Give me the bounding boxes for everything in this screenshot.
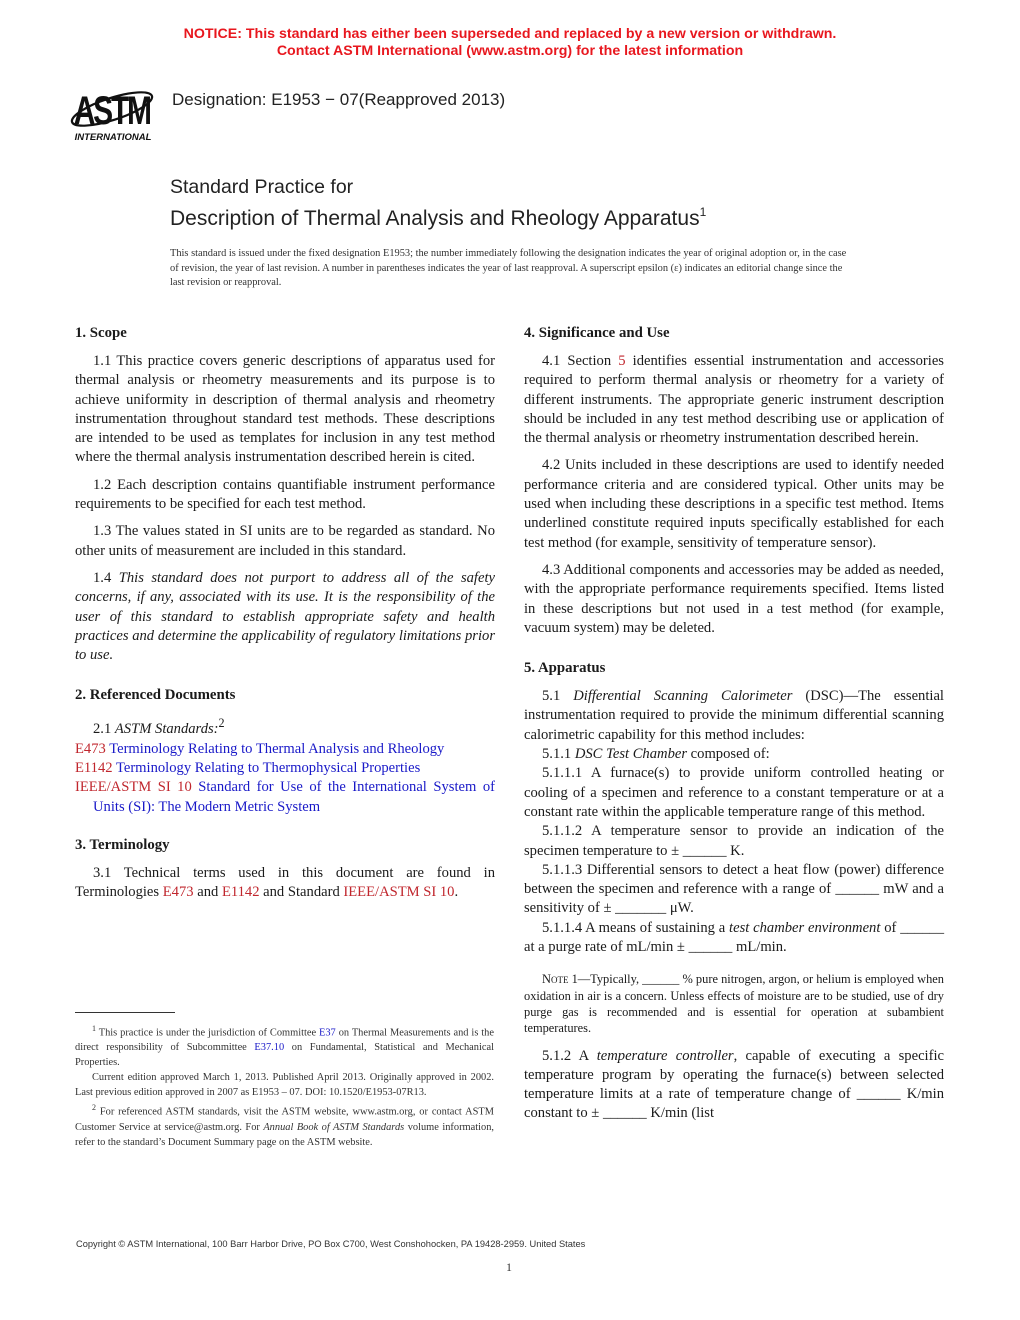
copyright: Copyright © ASTM International, 100 Barr Harbor Drive, PO Box C700, West Conshohocken, PA 19428-2959. United States — [76, 1239, 586, 1249]
paragraph-1-3: 1.3 The values stated in SI units are to be regarded as standard. No other units of measurement are included in this standard. — [75, 523, 495, 559]
page-number: 1 — [506, 1260, 512, 1274]
link-e1142[interactable]: E1142 — [221, 884, 260, 901]
notice-line-2: Contact ASTM International (www.astm.org) for the latest information — [276, 43, 744, 59]
svg-text:ASTM: ASTM — [73, 88, 150, 134]
section-heading-referenced-documents: 2. Referenced Documents — [75, 687, 236, 704]
astm-logo-icon — [66, 76, 160, 144]
link-ieee-astm-si-10[interactable]: IEEE/ASTM SI 10 — [343, 884, 455, 901]
title-footnote-mark[interactable]: 1 — [699, 205, 707, 219]
paragraph-4-1: 4.1 Section 5 identifies essential instrumentation and accessories required to perform thermal analysis or rheometry for a variety of different instruments. The appropriate generic instrument description should be included in any test method describing use or application of the thermal analysis or rheometry instrumentation described herein. — [524, 353, 944, 447]
footnote-2: $^2$ For referenced ASTM standards, visit the ASTM website, www.astm.org, or contact ASTM Customer Service at service@astm.org. For Annual Book of ASTM Standards volume information, refer to the standard’s Document Summary page on the ASTM website. — [75, 1103, 494, 1148]
link-section-5[interactable]: 5 — [618, 353, 626, 369]
section-heading-apparatus: 5. Apparatus — [524, 660, 606, 677]
notice-line-1: NOTICE: This standard has either been superseded and replaced by a new version or withdrawn. — [183, 26, 837, 42]
preamble: This standard is issued under the fixed designation E1953; the number immediately following the designation indicates the year of original adoption or, in the case of revision, the year of last revision. A number in parentheses indicates the year of last reapproval. A superscript epsilon (ε) indicates an editorial change since the last revision or reapproval. — [170, 248, 847, 288]
reference-e1142[interactable]: E1142 Terminology Relating to Thermophysical Properties — [75, 759, 421, 776]
paragraph-4-2: 4.2 Units included in these descriptions are used to identify needed performance criteria and are considered typical. Other units may be used when including these descriptions in a specific test method. Items underlined constitute required inputs specifically established for each test method (for example, sensitivity of temperature sensor). — [524, 457, 944, 551]
title-line-1: Standard Practice for — [170, 176, 354, 198]
note-1: Note 1—Typically, ______ % pure nitrogen, argon, or helium is employed when oxidation in air is a concern. Unless effects of moisture are to be studied, use of dry purge gas is recommended and is essential for operation at subambient temperatures. — [524, 972, 944, 1036]
section-heading-significance: 4. Significance and Use — [524, 325, 670, 341]
footnotes — [75, 1021, 494, 1150]
document-title — [170, 175, 706, 232]
section-heading-terminology: 3. Terminology — [75, 836, 170, 853]
paragraph-2-1: 2.1 ASTM Standards:$^2$ — [93, 716, 225, 738]
paragraph-1-2: 1.2 Each description contains quantifiable instrument performance requirements to be specified for each test method. — [75, 476, 495, 513]
paragraph-5-1-1-3: 5.1.1.3 Differential sensors to detect a heat flow (power) difference between the specimen and reference with a range of ______ mW and a sensitivity of ± _______ μW. — [524, 861, 944, 917]
paragraph-5-1-1-4: 5.1.1.4 A means of sustaining a test chamber environment of ______ at a purge rate of mL/min ± ______ mL/min. — [524, 919, 944, 956]
reference-ieee-astm-si-10[interactable]: IEEE/ASTM SI 10 Standard for Use of the International System of Units (SI): The Modern Metric System — [75, 779, 495, 815]
footnote-edition: Current edition approved March 1, 2013. Published April 2013. Originally approved in 2002. Last previous edition approved in 2007 as E1953 – 07. DOI: 10.1520/E1953-07R13. — [75, 1072, 494, 1099]
right-column — [524, 324, 944, 1124]
link-e37[interactable]: E37 — [319, 1027, 336, 1039]
paragraph-4-3: 4.3 Additional components and accessories may be added as needed, with the appropriate performance requirements specified. Items listed in these descriptions but not used in a test method (for example, vacuum system) may be deleted. — [524, 561, 944, 636]
section-heading-scope: 1. Scope — [75, 325, 127, 341]
reference-e473[interactable]: E473 Terminology Relating to Thermal Analysis and Rheology — [75, 740, 445, 757]
paragraph-1-4: 1.4 This standard does not purport to address all of the safety concerns, if any, associated with its use. It is the responsibility of the user of this standard to establish appropriate safety and health practices and determine the applicability of regulatory limitations prior to use. — [75, 569, 495, 664]
title-line-2: Description of Thermal Analysis and Rheology Apparatus$^1$ — [170, 205, 707, 230]
paragraph-5-1: 5.1 Differential Scanning Calorimeter (DSC)—The essential instrumentation required to provide the minimum differential scanning calorimetric capability for this method includes: — [524, 688, 944, 743]
paragraph-5-1-2: 5.1.2 A temperature controller, capable of executing a specific temperature program by operating the furnace(s) between selected temperature limits at a rate of temperature change of ______ K/min constant to ± ______ K/min (list — [524, 1047, 944, 1122]
footnote-1: $^1$ This practice is under the jurisdiction of Committee E37 on Thermal Measurements and is the direct responsibility of Subcommittee E37.10 on Fundamental, Statistical and Mechanical Properties. — [75, 1024, 494, 1069]
paragraph-5-1-1: 5.1.1 DSC Test Chamber composed of: — [542, 746, 770, 763]
paragraph-3-1: 3.1 Technical terms used in this document are found in Terminologies E473 and E1142 and Standard IEEE/ASTM SI 10. — [75, 864, 495, 901]
designation: Designation: E1953 − 07(Reapproved 2013) — [172, 90, 506, 109]
left-column — [75, 324, 495, 910]
link-e37-10[interactable]: E37.10 — [254, 1042, 285, 1054]
link-e473[interactable]: E473 — [162, 884, 194, 901]
paragraph-1-1: 1.1 This practice covers generic descriptions of apparatus used for thermal analysis or rheometry measurements and its purpose is to achieve uniformity in description of thermal analysis and rheometry instrumentation throughout standard test methods. These descriptions are intended to be used as templates for inclusion in any test method where the thermal analysis instrumentation described herein is cited. — [75, 353, 495, 466]
svg-text:INTERNATIONAL: INTERNATIONAL — [74, 132, 152, 143]
paragraph-5-1-1-2: 5.1.1.2 A temperature sensor to provide an indication of the specimen temperature to ± ______ K. — [524, 823, 944, 859]
paragraph-5-1-1-1: 5.1.1.1 A furnace(s) to provide uniform controlled heating or cooling of a specimen and reference to a constant temperature or at a constant rate within the applicable temperature range of this method. — [524, 765, 944, 820]
withdrawal-notice — [0, 26, 1020, 60]
footnote-divider — [75, 1012, 175, 1013]
